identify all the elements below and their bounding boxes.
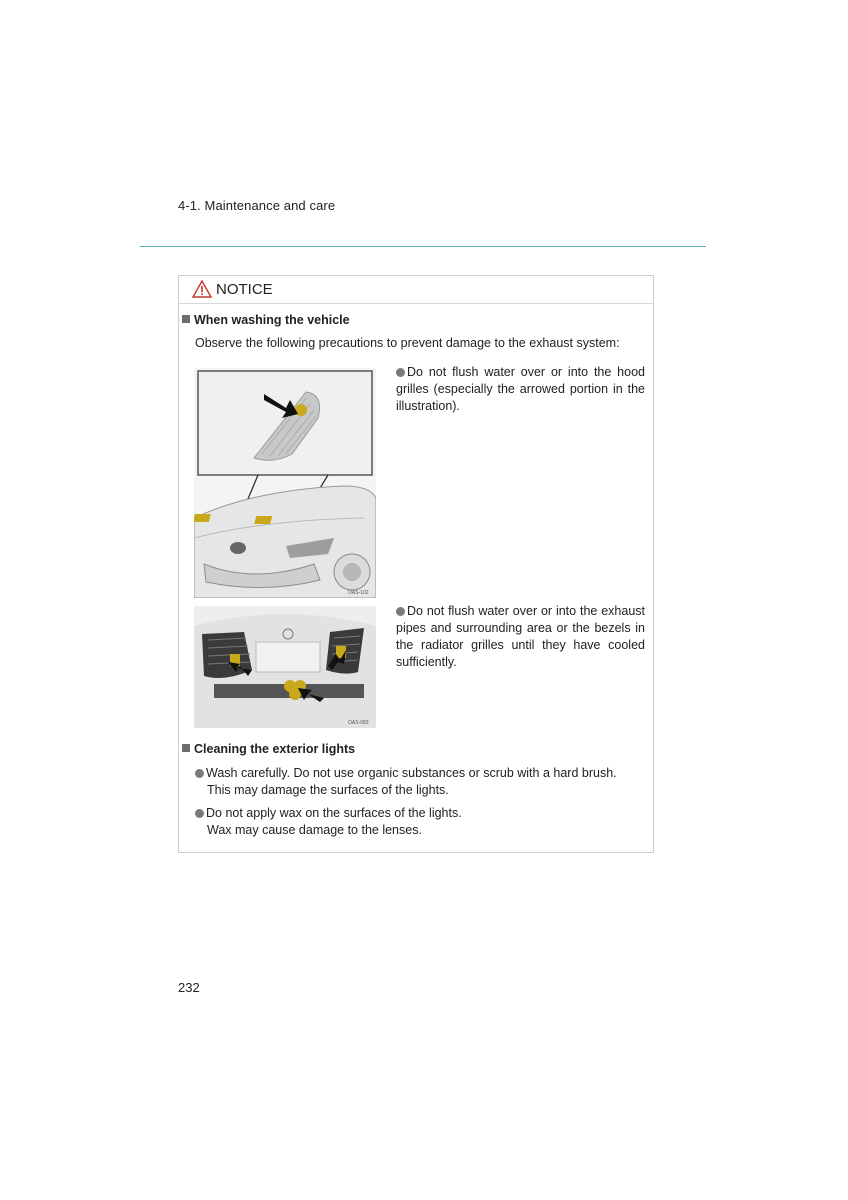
washing-bullet-2	[396, 603, 645, 671]
square-bullet-icon	[182, 744, 190, 752]
page-number: 232	[178, 980, 200, 995]
lights-bullet-1	[195, 765, 645, 799]
lights-heading	[182, 742, 355, 756]
lights-heading-text: Cleaning the exterior lights	[194, 742, 356, 756]
washing-heading	[182, 313, 350, 327]
exhaust-figure	[194, 606, 376, 728]
round-bullet-icon	[396, 607, 405, 616]
round-bullet-icon	[195, 809, 204, 818]
figure-code-2: OAS-083	[348, 720, 369, 726]
lights-bullet-2-line1: Do not apply wax on the surfaces of the lights.	[206, 806, 462, 820]
notice-title: NOTICE	[216, 281, 273, 298]
hood-grille-illustration	[194, 368, 376, 598]
washing-intro: Observe the following precautions to prevent damage to the exhaust system:	[195, 336, 620, 350]
washing-bullet-1	[396, 364, 645, 415]
warning-triangle-icon	[192, 280, 212, 298]
notice-header	[179, 276, 653, 304]
round-bullet-icon	[195, 769, 204, 778]
lights-bullet-1-line1: Wash carefully. Do not use organic substances or scrub with a hard brush.	[206, 766, 617, 780]
hood-grille-figure	[194, 368, 376, 598]
figure-code-1: OAS-102	[348, 590, 369, 596]
lights-bullet-1-line2: This may damage the surfaces of the lights.	[207, 783, 449, 797]
section-header: 4-1. Maintenance and care	[178, 198, 336, 213]
header-divider	[140, 246, 706, 247]
washing-heading-text: When washing the vehicle	[194, 313, 350, 327]
lights-bullet-2-line2: Wax may cause damage to the lenses.	[207, 823, 422, 837]
square-bullet-icon	[182, 315, 190, 323]
washing-bullet-2-text: Do not flush water over or into the exhaust pipes and surrounding area or the bezels in the radiator grilles until they have cooled sufficiently.	[396, 604, 645, 669]
lights-bullet-2	[195, 805, 645, 839]
round-bullet-icon	[396, 368, 405, 377]
exhaust-illustration	[194, 606, 376, 728]
washing-bullet-1-text: Do not flush water over or into the hood grilles (especially the arrowed portion in the illustration).	[396, 365, 645, 413]
